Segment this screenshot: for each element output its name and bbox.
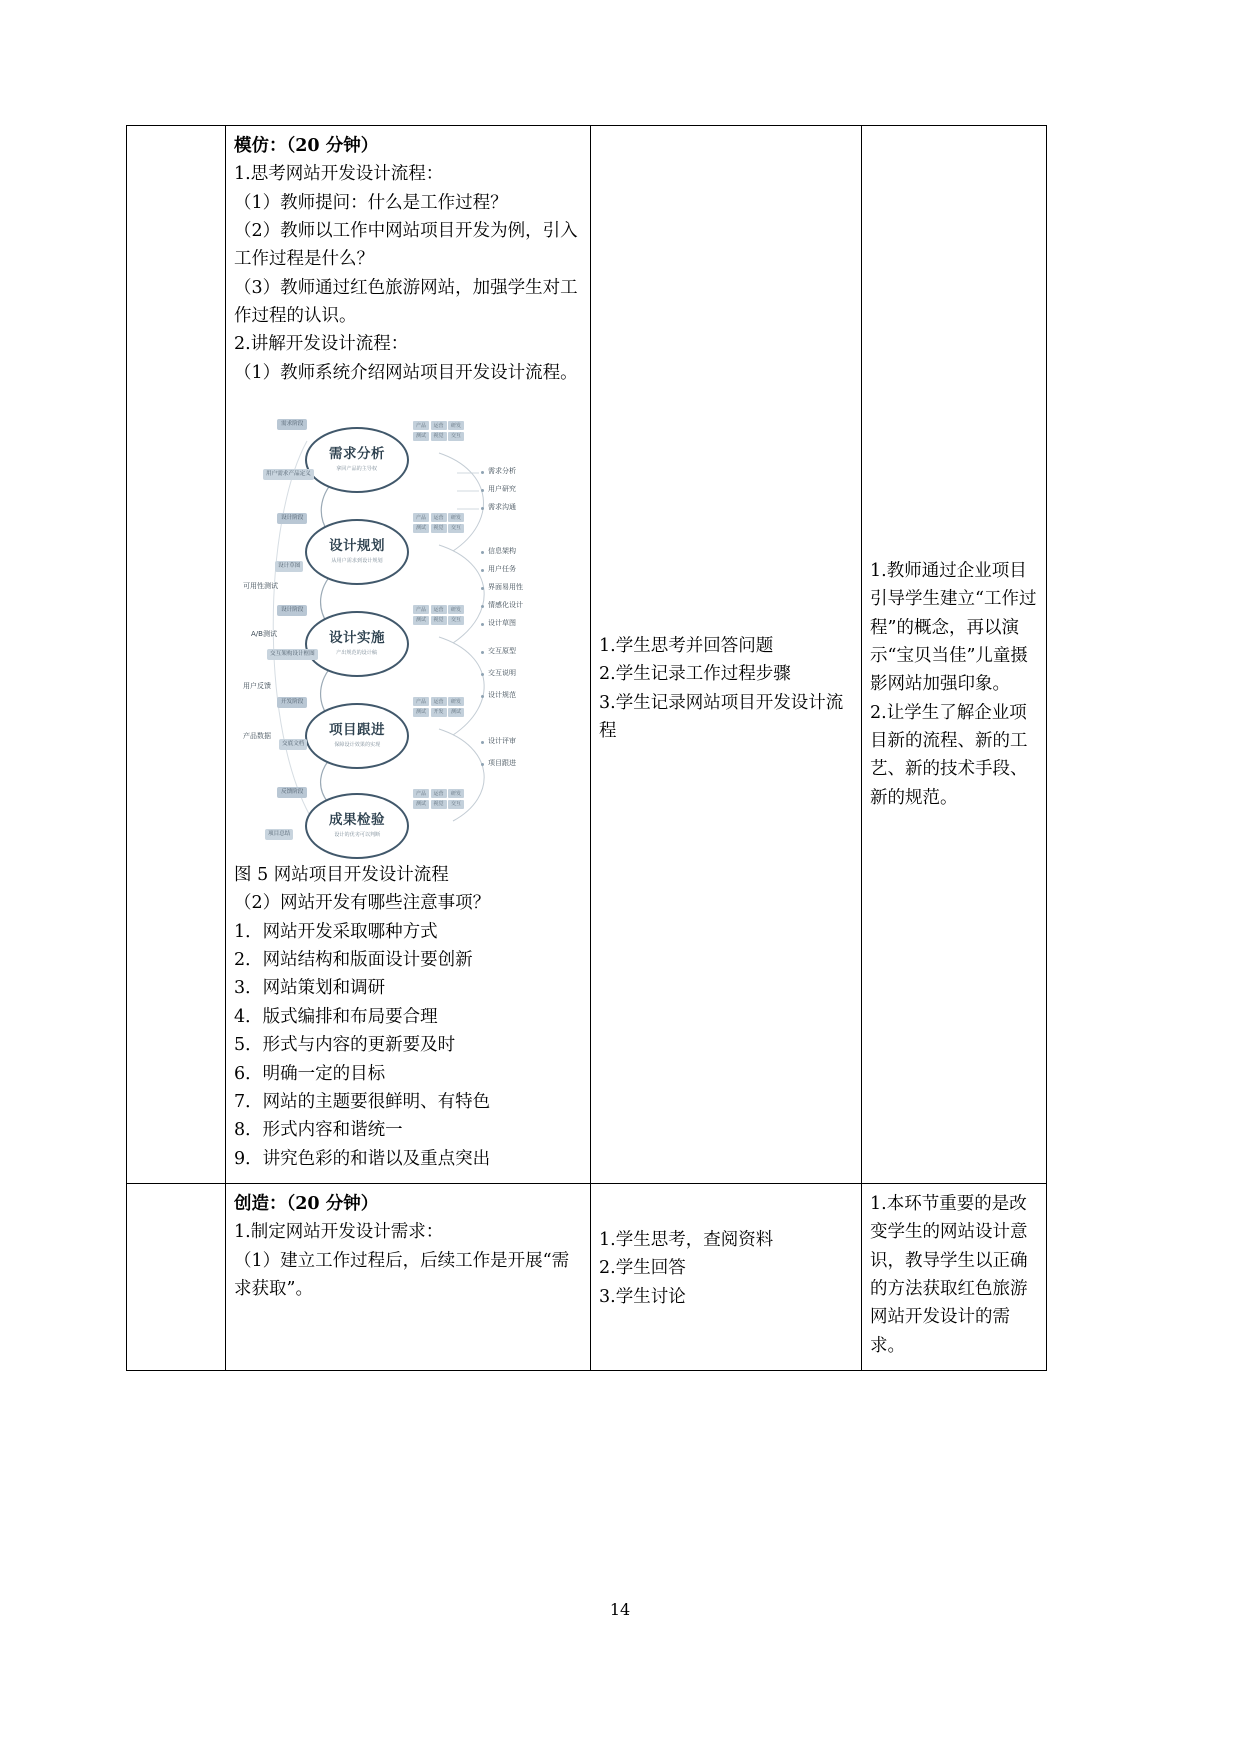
flow-left-chip-4: 项目总结: [265, 829, 293, 840]
row2-line-1: （1）建立工作过程后，后续工作是开展“需求获取”。: [234, 1250, 570, 1299]
flow-tag-4: 反馈阶段: [277, 787, 307, 798]
row1-line-0: 1.思考网站开发设计流程：: [234, 164, 444, 185]
badge-cell: 运营: [431, 513, 447, 522]
flow-node-title-3: 项目跟进: [329, 721, 385, 738]
flow-node-title-0: 需求分析: [329, 445, 385, 462]
row1-after-line-1: 1．网站开发采取哪种方式: [234, 921, 438, 942]
row1-right-0: 1.教师通过企业项目引导学生建立“工作过程”的概念，再以演示“宝贝当佳”儿童摄影网站加强印象。: [870, 561, 1037, 695]
row1-heading: 模仿：（20 分钟）: [234, 136, 379, 156]
row1-after-line-7: 7．网站的主题要很鲜明、有特色: [234, 1091, 491, 1112]
flow-node-subtitle-0: 拿回产品的主导权: [336, 465, 378, 472]
flow-node-subtitle-4: 设计的优劣可以判断: [333, 831, 381, 838]
badge-cell: 产品: [413, 513, 429, 522]
badge-cell: 运营: [431, 697, 447, 706]
flow-badge-2: [413, 605, 464, 625]
badge-cell: 产品: [413, 605, 429, 614]
flow-right-label-1: 用户研究: [488, 485, 516, 494]
website-project-flow-diagram: [243, 401, 573, 851]
flow-right-label-4: 用户任务: [488, 565, 516, 574]
row2-heading: 创造：（20 分钟）: [234, 1193, 379, 1214]
row1-after-line-0: （2）网站开发有哪些注意事项？: [234, 893, 491, 914]
flow-node-requirement-analysis: [305, 427, 409, 493]
badge-cell: 运营: [431, 789, 447, 798]
badge-cell: 交互: [448, 616, 464, 625]
page-number: 14: [609, 1600, 631, 1619]
row2-line-0: 1.制定网站开发设计需求：: [234, 1222, 444, 1243]
flow-left-chip-2: 交互架构设计框图: [267, 649, 318, 660]
row1-line-2: （2）教师以工作中网站项目开发为例，引入工作过程是什么？: [234, 221, 578, 270]
flow-right-label-2: 需求沟通: [488, 503, 516, 512]
badge-cell: 测试: [413, 432, 429, 441]
flow-node-design-planning: [305, 519, 409, 585]
badge-cell: 运营: [431, 421, 447, 430]
badge-cell: 研发: [448, 789, 464, 798]
row1-teacher-notes-cell: [862, 126, 1047, 1184]
badge-cell: 测试: [413, 524, 429, 533]
row1-line-3: （3）教师通过红色旅游网站，加强学生对工作过程的认识。: [234, 277, 578, 327]
badge-cell: 产品: [413, 697, 429, 706]
row2-main-cell: [226, 1183, 591, 1370]
row1-right-1: 2.让学生了解企业项目新的流程、新的工艺、新的技术手段、新的规范。: [870, 702, 1028, 808]
flow-right-label-9: 交互说明: [488, 669, 516, 678]
badge-cell: 测试: [448, 708, 464, 717]
badge-cell: 研发: [448, 605, 464, 614]
flow-node-subtitle-3: 保障设计效果的实现: [333, 741, 381, 748]
flow-left-label-1: A/B测试: [251, 630, 277, 639]
flow-tag-0: 需求阶段: [277, 419, 307, 430]
flow-right-label-10: 设计规范: [488, 691, 516, 700]
badge-cell: 开发: [431, 708, 447, 717]
row2-student-activity-cell: [591, 1183, 862, 1370]
row1-main-cell: [226, 126, 591, 1184]
badge-cell: 产品: [413, 421, 429, 430]
flow-badge-3: [413, 697, 464, 717]
flow-node-result-inspection: [305, 793, 409, 859]
flow-badge-0: [413, 421, 464, 441]
row1-after-line-8: 8．形式内容和谐统一: [234, 1120, 403, 1141]
flow-right-label-8: 交互原型: [488, 647, 516, 656]
flow-node-subtitle-2: 产出规范的设计稿: [336, 649, 378, 656]
badge-cell: 测试: [413, 616, 429, 625]
badge-cell: 测试: [413, 708, 429, 717]
row1-mid-0: 1.学生思考并回答问题: [599, 636, 774, 656]
flow-badge-4: [413, 789, 464, 809]
badge-cell: 交互: [448, 432, 464, 441]
flow-left-chip-0: 用户需求产品定义: [263, 469, 314, 480]
badge-cell: 视觉: [431, 616, 447, 625]
flow-right-label-3: 信息架构: [488, 547, 516, 556]
row1-after-line-5: 5．形式与内容的更新要及时: [234, 1035, 456, 1056]
badge-cell: 研发: [448, 697, 464, 706]
flow-left-label-0: 可用性测试: [243, 582, 278, 591]
figure-5-caption: 图 5 网站项目开发设计流程: [234, 865, 449, 886]
table-row: [127, 126, 1047, 1184]
row1-mid-2: 3.学生记录网站项目开发设计流程: [599, 692, 844, 742]
row1-student-activity-cell: [591, 126, 862, 1184]
row2-mid-1: 2.学生回答: [599, 1258, 686, 1279]
row1-mid-1: 2.学生记录工作过程步骤: [599, 664, 791, 685]
row1-after-line-4: 4．版式编排和布局要合理: [234, 1006, 438, 1027]
row1-after-line-6: 6．明确一定的目标: [234, 1063, 386, 1084]
flow-left-label-3: 产品数据: [243, 732, 271, 741]
table-row: [127, 1183, 1047, 1370]
row1-after-line-3: 3．网站策划和调研: [234, 978, 386, 999]
lesson-plan-table: [126, 125, 1047, 1371]
badge-cell: 产品: [413, 789, 429, 798]
row1-line-5: （1）教师系统介绍网站项目开发设计流程。: [234, 362, 578, 383]
badge-cell: 交互: [448, 800, 464, 809]
flow-node-title-4: 成果检验: [329, 811, 385, 828]
row2-right-0: 1.本环节重要的是改变学生的网站设计意识，教导学生以正确的方法获取红色旅游网站开发设计的需求。: [870, 1193, 1028, 1356]
flow-left-label-2: 用户反馈: [243, 682, 271, 691]
flow-node-project-follow-up: [305, 703, 409, 769]
flow-right-label-12: 项目跟进: [488, 759, 516, 768]
badge-cell: 视觉: [431, 524, 447, 533]
flow-node-design-implementation: [305, 611, 409, 677]
row2-mid-0: 1.学生思考，查阅资料: [599, 1229, 774, 1250]
badge-cell: 研发: [448, 421, 464, 430]
flow-tag-1: 设计阶段: [277, 513, 307, 524]
flow-right-label-5: 界面易用性: [488, 583, 523, 592]
row2-mid-2: 3.学生讨论: [599, 1286, 686, 1307]
flow-right-label-6: 情感化设计: [488, 601, 523, 610]
row1-line-4: 2.讲解开发设计流程：: [234, 334, 409, 355]
badge-cell: 视觉: [431, 800, 447, 809]
flow-node-subtitle-1: 从用户需求到设计规划: [331, 557, 383, 564]
flow-node-title-2: 设计实施: [329, 629, 385, 646]
row1-label-cell: [127, 126, 226, 1184]
flow-right-label-0: 需求分析: [488, 467, 516, 476]
flow-badge-1: [413, 513, 464, 533]
flow-left-chip-1: 设计草图: [275, 561, 303, 572]
row1-after-line-2: 2．网站结构和版面设计要创新: [234, 950, 473, 971]
badge-cell: 交互: [448, 524, 464, 533]
flow-right-label-7: 设计草图: [488, 619, 516, 628]
row1-after-line-9: 9．讲究色彩的和谐以及重点突出: [234, 1148, 491, 1169]
flow-left-chip-3: 交底文档: [279, 739, 307, 750]
badge-cell: 运营: [431, 605, 447, 614]
badge-cell: 测试: [413, 800, 429, 809]
row2-teacher-notes-cell: [862, 1183, 1047, 1370]
row2-label-cell: [127, 1183, 226, 1370]
badge-cell: 研发: [448, 513, 464, 522]
flow-right-label-11: 设计评审: [488, 737, 516, 746]
figure-5-wrapper: [234, 401, 582, 851]
flow-tag-2: 设计阶段: [277, 605, 307, 616]
badge-cell: 视觉: [431, 432, 447, 441]
flow-node-title-1: 设计规划: [329, 537, 385, 554]
flow-tag-3: 开发阶段: [277, 697, 307, 708]
row1-line-1: （1）教师提问：什么是工作过程？: [234, 192, 508, 213]
